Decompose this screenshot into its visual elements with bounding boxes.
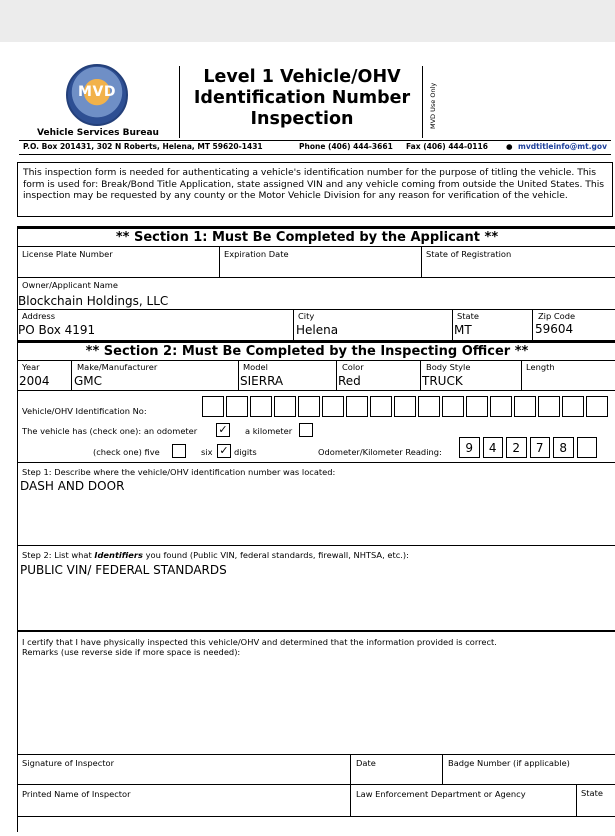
badge-label: Badge Number (if applicable) bbox=[448, 758, 570, 768]
mvd-use-only bbox=[426, 72, 440, 132]
license-plate-label: License Plate Number bbox=[22, 249, 113, 259]
email-link[interactable]: mvdtitleinfo@mt.gov bbox=[518, 142, 607, 151]
owner-label: Owner/Applicant Name bbox=[22, 280, 118, 290]
step2-label bbox=[22, 550, 409, 560]
digits-label: digits bbox=[234, 447, 257, 457]
vin-char-box[interactable] bbox=[418, 396, 440, 417]
color-label: Color bbox=[342, 362, 364, 372]
vin-char-box[interactable] bbox=[586, 396, 608, 417]
year-value[interactable]: 2004 bbox=[19, 374, 50, 388]
rule bbox=[17, 816, 615, 817]
header-divider bbox=[422, 66, 423, 138]
section2-top-rule bbox=[17, 340, 615, 343]
odometer-digit-box[interactable] bbox=[577, 437, 598, 458]
address-label: Address bbox=[22, 311, 56, 321]
title-line: Level 1 Vehicle/OHV bbox=[203, 67, 401, 87]
vin-char-box[interactable] bbox=[490, 396, 512, 417]
phone: Phone (406) 444-3661 bbox=[299, 142, 393, 151]
fax: Fax (406) 444-0116 bbox=[406, 142, 488, 151]
vin-char-box[interactable] bbox=[202, 396, 224, 417]
header-divider bbox=[179, 66, 180, 138]
city-label: City bbox=[298, 311, 315, 321]
date-label: Date bbox=[356, 758, 376, 768]
step2-label-post: you found (Public VIN, federal standards, firewall, NHTSA, etc.): bbox=[142, 550, 409, 560]
section1-top-rule bbox=[17, 226, 615, 229]
five-digits-checkbox[interactable] bbox=[172, 444, 186, 458]
vin-char-box[interactable] bbox=[370, 396, 392, 417]
vin-char-box[interactable] bbox=[322, 396, 344, 417]
divider bbox=[350, 784, 351, 816]
divider bbox=[442, 754, 443, 784]
divider bbox=[532, 309, 533, 340]
kilometer-label: a kilometer bbox=[245, 426, 293, 436]
city-value[interactable]: Helena bbox=[296, 323, 339, 337]
address-value[interactable]: PO Box 4191 bbox=[18, 323, 96, 337]
title-line: Identification Number bbox=[193, 88, 411, 108]
rule bbox=[17, 309, 615, 310]
vin-char-box[interactable] bbox=[538, 396, 560, 417]
odometer-digit-box[interactable]: 4 bbox=[483, 437, 504, 458]
divider bbox=[420, 360, 421, 390]
mailing-address: P.O. Box 201431, 302 N Roberts, Helena, MT 59620-1431 bbox=[23, 142, 263, 151]
make-label: Make/Manufacturer bbox=[77, 362, 158, 372]
bureau-name: Vehicle Services Bureau bbox=[37, 128, 159, 138]
odometer-digit-box[interactable]: 7 bbox=[530, 437, 551, 458]
agency-label: Law Enforcement Department or Agency bbox=[356, 789, 526, 799]
rule bbox=[17, 545, 615, 546]
rule bbox=[17, 784, 615, 785]
six-label: six bbox=[201, 447, 213, 457]
rule bbox=[17, 630, 615, 632]
step2-label-pre: Step 2: List what bbox=[22, 550, 95, 560]
form-frame bbox=[17, 226, 615, 832]
rule bbox=[17, 246, 615, 247]
form-title bbox=[184, 67, 420, 130]
state2-label: State bbox=[581, 788, 603, 798]
vin-char-box[interactable] bbox=[298, 396, 320, 417]
divider bbox=[521, 360, 522, 390]
vin-char-box[interactable] bbox=[250, 396, 272, 417]
bullet-icon: ● bbox=[506, 142, 513, 151]
zip-label: Zip Code bbox=[538, 311, 576, 321]
rule bbox=[17, 754, 615, 755]
model-value[interactable]: SIERRA bbox=[240, 374, 284, 388]
check-five-label: (check one) five bbox=[93, 447, 160, 457]
vin-char-box[interactable] bbox=[346, 396, 368, 417]
step2-value[interactable]: PUBLIC VIN/ FEDERAL STANDARDS bbox=[20, 563, 227, 577]
make-value[interactable]: GMC bbox=[74, 374, 103, 388]
section1-heading: ** Section 1: Must Be Completed by the Applicant ** bbox=[115, 230, 499, 245]
year-label: Year bbox=[22, 362, 40, 372]
six-digits-checkbox[interactable]: ✓ bbox=[217, 444, 231, 458]
vin-char-box[interactable] bbox=[442, 396, 464, 417]
body-style-label: Body Style bbox=[426, 362, 471, 372]
intro-text: This inspection form is needed for authenticating a vehicle's identification number for the purpose of titling the vehicle. This form is used for: Break/Bond Title Application, state assigned VIN and any vehicle coming from outside the United States. This inspection may be requested by any county or the Motor Vehicle Division for any reason for verification of the vehicle. bbox=[17, 162, 613, 217]
step2-label-emphasis: Identifiers bbox=[94, 550, 143, 560]
state-label: State bbox=[457, 311, 479, 321]
certify-text: I certify that I have physically inspected this vehicle/OHV and determined that the information provided is correct. bbox=[22, 637, 497, 647]
step1-label: Step 1: Describe where the vehicle/OHV identification number was located: bbox=[22, 467, 336, 477]
printed-name-label: Printed Name of Inspector bbox=[22, 789, 131, 799]
vin-char-box[interactable] bbox=[514, 396, 536, 417]
state-registration-label: State of Registration bbox=[426, 249, 512, 259]
address-bar bbox=[19, 140, 611, 155]
remarks-label: Remarks (use reverse side if more space is needed): bbox=[22, 647, 241, 657]
vin-char-box[interactable] bbox=[226, 396, 248, 417]
seal-text: MVD bbox=[78, 84, 116, 100]
divider bbox=[421, 246, 422, 277]
odometer-digit-box[interactable]: 8 bbox=[553, 437, 574, 458]
odometer-digit-box[interactable]: 9 bbox=[459, 437, 480, 458]
section2-heading: ** Section 2: Must Be Completed by the Inspecting Officer ** bbox=[85, 344, 529, 359]
divider bbox=[350, 754, 351, 784]
length-label: Length bbox=[526, 362, 555, 372]
step1-value[interactable]: DASH AND DOOR bbox=[20, 479, 125, 493]
vin-char-box[interactable] bbox=[394, 396, 416, 417]
divider bbox=[238, 360, 239, 390]
rule bbox=[17, 390, 615, 391]
model-label: Model bbox=[243, 362, 268, 372]
divider bbox=[452, 309, 453, 340]
zip-value[interactable]: 59604 bbox=[535, 322, 574, 336]
divider bbox=[293, 309, 294, 340]
divider bbox=[71, 360, 72, 390]
rule bbox=[17, 360, 615, 361]
rule bbox=[17, 462, 615, 463]
vehicle-has-label: The vehicle has (check one): an odometer bbox=[22, 426, 198, 436]
odometer-checkbox[interactable]: ✓ bbox=[216, 423, 230, 437]
divider bbox=[219, 246, 220, 277]
kilometer-checkbox[interactable] bbox=[299, 423, 313, 437]
odometer-digit-box[interactable]: 2 bbox=[506, 437, 527, 458]
rule bbox=[17, 277, 615, 278]
vin-char-box[interactable] bbox=[562, 396, 584, 417]
signature-label: Signature of Inspector bbox=[22, 758, 114, 768]
mvd-use-only-label: MVD Use Only bbox=[429, 82, 437, 129]
owner-value[interactable]: Blockchain Holdings, LLC bbox=[18, 294, 169, 308]
color-value[interactable]: Red bbox=[338, 374, 361, 388]
vin-char-box[interactable] bbox=[466, 396, 488, 417]
vin-char-box[interactable] bbox=[274, 396, 296, 417]
odometer-reading-label: Odometer/Kilometer Reading: bbox=[318, 447, 442, 457]
expiration-label: Expiration Date bbox=[224, 249, 289, 259]
title-line: Inspection bbox=[250, 109, 354, 129]
viewer-top-bar bbox=[0, 0, 615, 42]
body-style-value[interactable]: TRUCK bbox=[422, 374, 463, 388]
divider bbox=[336, 360, 337, 390]
state-value[interactable]: MT bbox=[454, 323, 472, 337]
vin-label: Vehicle/OHV Identification No: bbox=[22, 406, 147, 416]
divider bbox=[576, 784, 577, 816]
